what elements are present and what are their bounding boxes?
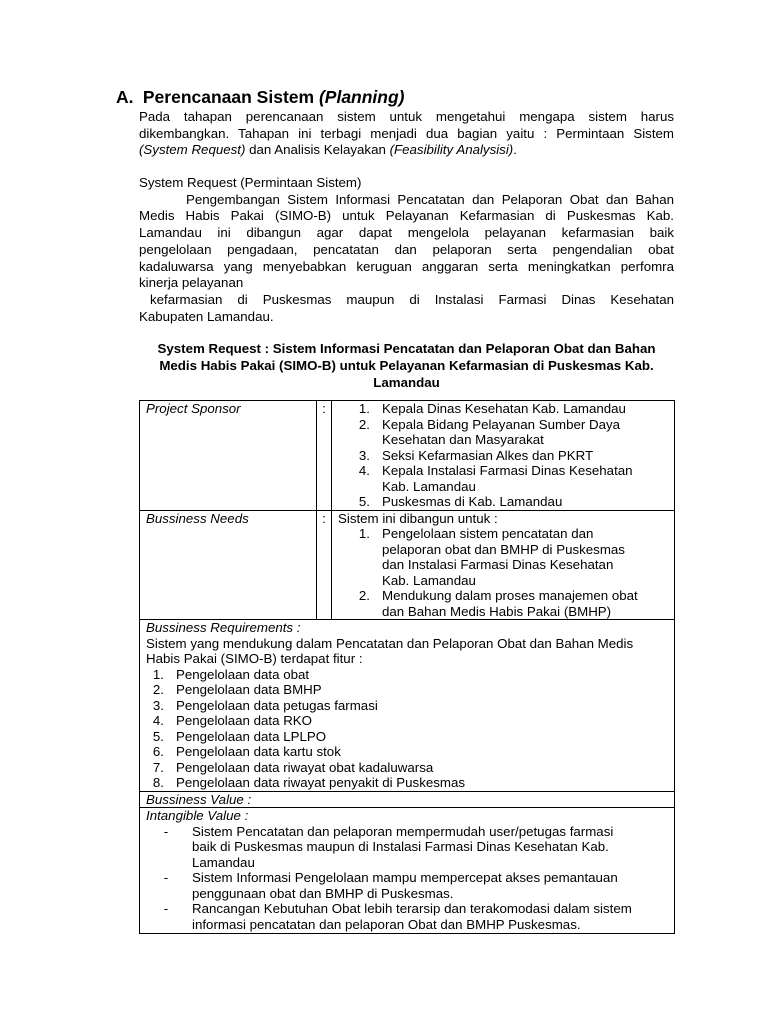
sponsor-item	[352, 448, 668, 464]
sponsor-item	[352, 401, 668, 417]
system-request-line: Pengembangan Sistem Informasi Pencatatan dan Pelaporan Obat dan Bahan	[186, 191, 674, 207]
table-title-line: Lamandau	[373, 375, 440, 390]
needs-item	[352, 526, 668, 588]
item-line: Kab. Lamandau	[382, 478, 476, 494]
requirement-item	[146, 667, 668, 683]
table-title-line: System Request : Sistem Informasi Pencatatan dan Pelaporan Obat dan Bahan	[157, 341, 656, 356]
system-request-line: Kabupaten Lamandau.	[139, 308, 274, 324]
item-number: 8.	[152, 775, 164, 790]
colon-cell: :	[317, 401, 332, 511]
item-line: Kepala Dinas Kesehatan Kab. Lamandau	[382, 401, 626, 416]
item-line: dan Instalasi Farmasi Dinas Kesehatan	[382, 557, 614, 572]
item-text	[382, 417, 668, 448]
item-number: 3.	[358, 447, 370, 463]
item-text	[382, 494, 668, 510]
item-dash: -	[163, 901, 169, 916]
item-line: informasi pencatatan dan pelaporan Obat dan BMHP Puskesmas.	[192, 916, 581, 932]
intangible-value-row	[140, 808, 675, 934]
item-number: 7.	[152, 759, 164, 775]
intro-mid: dan Analisis Kelayakan	[245, 142, 390, 158]
item-line: penggunaan obat dan BMHP di Puskesmas.	[192, 885, 454, 901]
requirement-item	[146, 744, 668, 760]
section-heading	[116, 86, 405, 108]
intro-line: dikembangkan. Tahapan ini terbagi menjadi dua bagian yaitu : Permintaan Sistem	[139, 125, 674, 141]
item-number: 1.	[358, 526, 370, 541]
colon-cell: :	[317, 510, 332, 620]
system-request-line: pengelolaan pengadaan, pencatatan dan pelaporan serta pengendalian obat	[139, 241, 674, 257]
item-line: Sistem Pencatatan dan pelaporan mempermudah user/petugas farmasi	[192, 823, 614, 839]
item-dash: -	[163, 870, 169, 885]
business-needs-label: Bussiness Needs	[140, 510, 317, 620]
sponsor-item	[352, 494, 668, 510]
intangible-item	[146, 824, 668, 871]
item-number: 6.	[152, 744, 164, 759]
item-text: Pengelolaan data riwayat penyakit di Puskesmas	[176, 775, 466, 790]
item-text	[382, 588, 668, 619]
system-request-line: kinerja pelayanan	[139, 275, 244, 291]
intro-line: Pada tahapan perencanaan sistem untuk mengetahui mengapa sistem harus	[139, 109, 674, 124]
item-line: Seksi Kefarmasian Alkes dan PKRT	[382, 447, 594, 463]
requirement-item	[146, 775, 668, 791]
section-title: Perencanaan Sistem	[142, 87, 315, 107]
item-text: Pengelolaan data LPLPO	[176, 728, 327, 744]
table-title	[139, 340, 674, 391]
item-text	[382, 448, 668, 464]
item-line: dan Bahan Medis Habis Pakai (BMHP)	[382, 603, 612, 619]
item-line: Pengelolaan sistem pencatatan dan	[382, 526, 594, 541]
requirement-item	[146, 729, 668, 745]
intro-paragraph	[139, 109, 674, 159]
needs-list	[338, 526, 668, 619]
item-text: Pengelolaan data petugas farmasi	[176, 697, 378, 713]
project-sponsor-label: Project Sponsor	[140, 401, 317, 511]
business-requirements-intro: Sistem yang mendukung dalam Pencatatan dan Pelaporan Obat dan Bahan Medis	[146, 635, 634, 651]
table-title-line: Medis Habis Pakai (SIMO-B) untuk Pelayanan Kefarmasian di Puskesmas Kab.	[159, 358, 654, 373]
system-request-table	[139, 400, 675, 934]
intro-italic-2: (Feasibility Analysisi)	[389, 142, 514, 158]
business-value-label: Bussiness Value :	[140, 791, 675, 808]
item-line: Mendukung dalam proses manajemen obat	[382, 588, 638, 603]
intangible-value-label: Intangible Value :	[146, 808, 249, 823]
item-line: pelaporan obat dan BMHP di Puskesmas	[382, 541, 625, 557]
business-requirements-row	[140, 620, 675, 792]
section-letter: A.	[116, 87, 134, 107]
requirements-list	[146, 667, 668, 791]
intro-line-last	[139, 142, 674, 159]
business-needs-value	[332, 510, 675, 620]
item-text	[192, 901, 632, 932]
business-requirements-intro: Habis Pakai (SIMO-B) terdapat fitur :	[146, 651, 363, 666]
item-text	[382, 463, 668, 494]
project-sponsor-value	[332, 401, 675, 511]
needs-item	[352, 588, 668, 619]
intro-italic-1: (System Request)	[139, 142, 246, 158]
item-text	[382, 401, 668, 417]
item-number: 5.	[152, 728, 164, 744]
section-title-italic: (Planning)	[318, 87, 405, 107]
business-value-row	[140, 791, 675, 808]
item-number: 1.	[152, 666, 164, 682]
requirement-item	[146, 760, 668, 776]
item-text: Pengelolaan data kartu stok	[176, 744, 341, 759]
business-requirements-cell	[140, 620, 675, 792]
item-text	[382, 526, 668, 588]
item-text	[192, 824, 613, 871]
intangible-value-cell	[140, 808, 675, 934]
item-line: baik di Puskesmas maupun di Instalasi Farmasi Dinas Kesehatan Kab.	[192, 839, 609, 854]
item-line: Kepala Bidang Pelayanan Sumber Daya	[382, 416, 621, 432]
item-line: Kab. Lamandau	[382, 572, 476, 588]
item-line: Sistem Informasi Pengelolaan mampu mempercepat akses pemantauan	[192, 870, 618, 885]
item-number: 5.	[358, 494, 370, 509]
system-request-line: kadaluwarsa yang menyebabkan keruguan anggaran serta meningkatkan perfomra	[139, 258, 674, 274]
business-needs-intro: Sistem ini dibangun untuk :	[338, 510, 498, 526]
sponsor-item	[352, 463, 668, 494]
item-number: 4.	[152, 713, 164, 728]
item-text: Pengelolaan data BMHP	[176, 682, 322, 697]
system-request-line: Medis Habis Pakai (SIMO-B) untuk Pelayanan Kefarmasian di Puskesmas Kab.	[139, 208, 674, 224]
item-number: 4.	[358, 463, 370, 478]
intangible-item	[146, 870, 668, 901]
sponsor-item	[352, 417, 668, 448]
item-text: Pengelolaan data riwayat obat kadaluwarsa	[176, 759, 434, 775]
item-number: 1.	[358, 401, 370, 416]
item-line: Rancangan Kebutuhan Obat lebih terarsip dan terakomodasi dalam sistem	[192, 901, 632, 916]
business-needs-row	[140, 510, 675, 620]
requirement-item	[146, 682, 668, 698]
item-text: Pengelolaan data RKO	[176, 713, 313, 728]
system-request-heading: System Request (Permintaan Sistem)	[139, 175, 362, 190]
item-line: Kepala Instalasi Farmasi Dinas Kesehatan	[382, 463, 633, 478]
item-number: 2.	[358, 416, 370, 432]
item-line: Kesehatan dan Masyarakat	[382, 432, 544, 447]
item-line: Lamandau	[192, 854, 255, 870]
requirement-item	[146, 698, 668, 714]
system-request-section	[139, 175, 674, 325]
intro-end: .	[513, 142, 517, 158]
intangible-list	[146, 824, 668, 933]
system-request-line: kefarmasian di Puskesmas maupun di Instalasi Farmasi Dinas Kesehatan	[150, 291, 674, 307]
intangible-item	[146, 901, 668, 932]
project-sponsor-row	[140, 401, 675, 511]
item-number: 3.	[152, 697, 164, 713]
sponsor-list	[338, 401, 668, 510]
item-dash: -	[163, 823, 169, 839]
item-text: Pengelolaan data obat	[176, 666, 310, 682]
item-number: 2.	[152, 682, 164, 697]
requirement-item	[146, 713, 668, 729]
item-line: Puskesmas di Kab. Lamandau	[382, 494, 563, 509]
item-number: 2.	[358, 588, 370, 603]
business-requirements-label: Bussiness Requirements :	[146, 620, 301, 635]
item-text	[192, 870, 618, 901]
system-request-line: Lamandau ini dibangun agar dapat mengelola pelayanan kefarmasian baik	[139, 225, 674, 241]
